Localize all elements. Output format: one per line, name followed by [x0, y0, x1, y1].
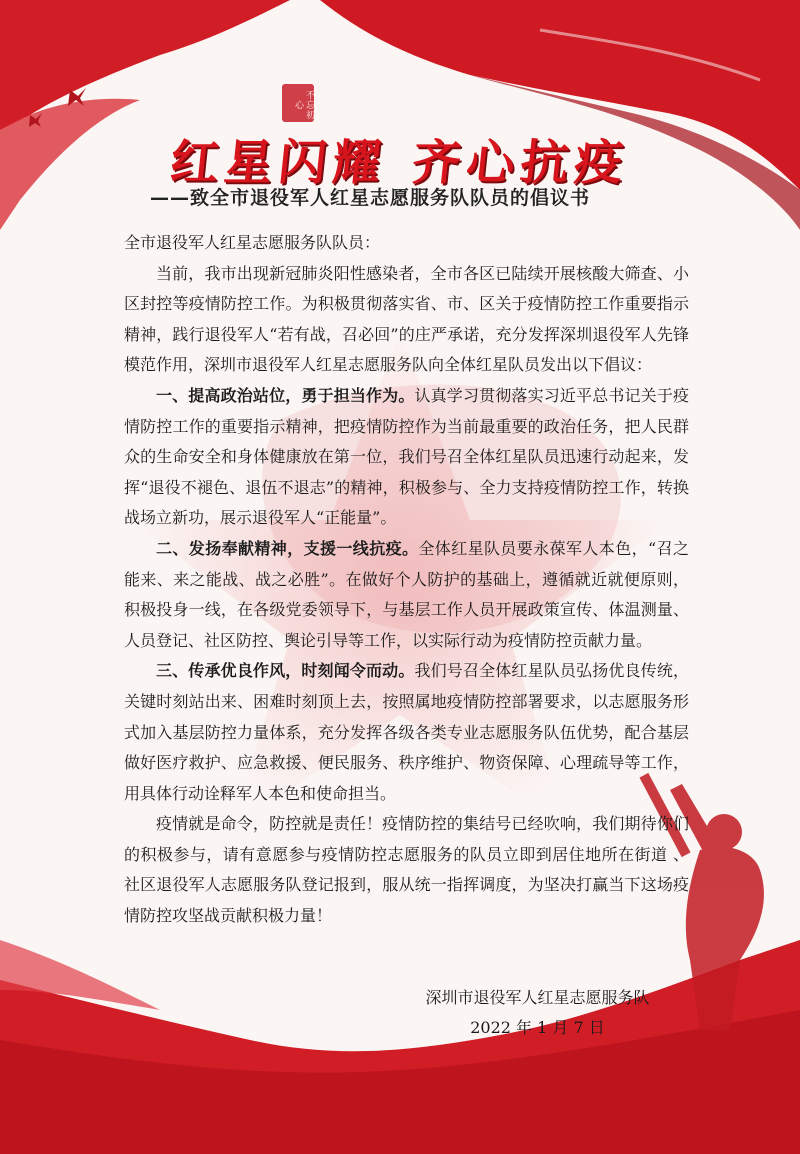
intro-paragraph: 当前，我市出现新冠肺炎阳性感染者，全市各区已陆续开展核酸大筛查、小区封控等疫情防控工作。为积极贯彻落实省、市、区关于疫情防控工作重要指示精神，践行退役军人“若有战，召必回”的庄严承诺，充分发挥深圳退役军人先锋模范作用，深圳市退役军人红星志愿服务队向全体红星队员发出以下倡议： — [124, 263, 689, 375]
point-paragraph-3 — [124, 656, 689, 809]
point-body-2: 全体红星队员要永葆军人本色，“召之能来、来之能战、战之必胜”。在做好个人防护的基础上，遵循就近就便原则，积极投身一线，在各级党委领导下，与基层工作人员开展政策宣传、体温测量、人员登记、社区防控、舆论引导等工作，以实际行动为疫情防控贡献力量。 — [124, 538, 689, 650]
subtitle: ——致全市退役军人红星志愿服务队队员的倡议书 — [150, 187, 591, 209]
main-title-part2: 齐心抗疫 — [409, 135, 632, 191]
signature-date: 2022 年 1 月 7 日 — [470, 1018, 605, 1037]
point-body-3: 我们号召全体红星队员弘扬优良传统，关键时刻站出来、困难时刻顶上去，按照属地疫情防控部署要求，以志愿服务形式加入基层防控力量体系，充分发挥各级各类专业志愿服务队伍优势，配合基层做好医疗救护、应急救援、便民服务、秩序维护、物资保障、心理疏导等工作，用具体行动诠释军人本色和使命担当。 — [124, 661, 689, 803]
point-heading-2: 二、发扬奉献精神，支援一线抗疫。 — [156, 538, 419, 558]
point-body-1: 认真学习贯彻落实习近平总书记关于疫情防控工作的重要指示精神，把疫情防控作为当前最重要的政治任务，把人民群众的生命安全和身体健康放在第一位，我们号召全体红星队员迅速行动起来，发挥“退役不褪色、退伍不退志”的精神，积极参与、全力支持疫情防控工作，转换战场立新功，展示退役军人“正能量”。 — [124, 385, 689, 528]
main-title-part1: 红星闪耀 — [167, 135, 390, 191]
signature-org: 深圳市退役军人红星志愿服务队 — [425, 988, 650, 1007]
closing-paragraph: 疫情就是命令，防控就是责任！疫情防控的集结号已经吹响，我们期待你们的积极参与，请有意愿参与疫情防控志愿服务的队员立即到居住地所在街道 、社区退役军人志愿服务队登记报到，服从统一指挥调度，为坚决打赢当下这场疫情防控攻坚战贡献积极力量！ — [124, 814, 689, 926]
point-heading-1: 一、提高政治站位，勇于担当作为。 — [156, 385, 415, 405]
salutation: 全市退役军人红星志愿服务队队员： — [124, 233, 381, 252]
point-paragraph-2 — [124, 534, 689, 656]
letter-body — [124, 228, 689, 932]
point-heading-3: 三、传承优良作风，时刻闻令而动。 — [156, 661, 415, 681]
signature-block — [400, 983, 675, 1043]
point-paragraph-1 — [124, 381, 689, 534]
seal-stamp: 不忘初心 — [282, 84, 314, 122]
